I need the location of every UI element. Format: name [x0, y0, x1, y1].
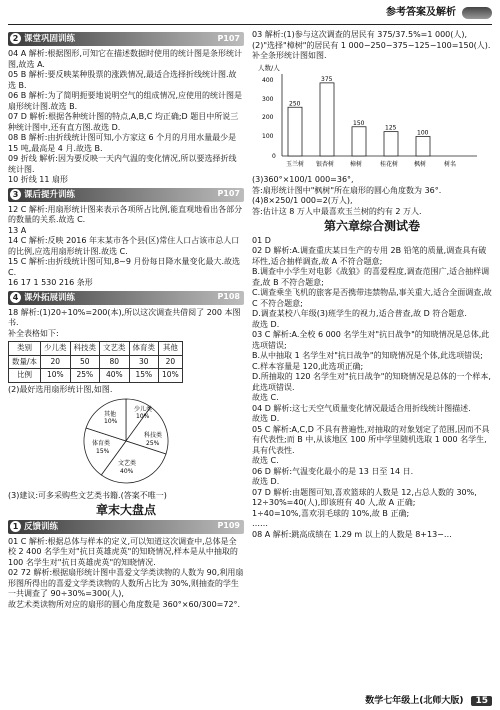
bar	[416, 136, 430, 156]
table-cell: 10%	[159, 369, 183, 383]
answer-line: B.调查中小学生对电影《战狼》的喜爱程度,调查范围广,适合抽样调查,故 B 不符合题意;	[252, 267, 490, 287]
section-page-ref: P109	[217, 521, 240, 531]
answer-line: 03 解析:(1)参与这次调查的居民有 375/37.5%=1 000(人),	[252, 30, 468, 39]
x-label: 玉兰树	[286, 160, 305, 168]
answer-line: 1÷40=10%,喜欢羽毛球的 10%,故 B 正确;	[252, 508, 410, 518]
pie-value-sports: 15%	[96, 448, 110, 455]
answer-line: 故选 D.	[252, 414, 280, 423]
table-cell: 少儿类	[41, 342, 71, 356]
bar-value-label: 150	[353, 119, 365, 127]
answer-line: ……	[252, 519, 268, 528]
answer-line: 故艺术类读物所对应的扇形的圆心角度数是 360°×60/300=72°.	[8, 599, 241, 609]
answer-line: 故选 C.	[252, 456, 279, 465]
table-header-row	[9, 342, 183, 356]
table-cell: 20	[159, 355, 183, 369]
answer-line: 15 C 解析:由折线统计图可知,8~9 月份每日降水量变化最大.故选 C.	[8, 257, 241, 277]
table-cell: 比例	[9, 369, 41, 383]
section-number: 4	[10, 292, 21, 303]
answer-line: 05 B 解析:要反映某种股票的涨跌情况,最适合选择折线统计图.故选 B.	[8, 70, 237, 90]
section-title: 课堂巩固训练	[24, 34, 76, 45]
section-after-class	[8, 188, 244, 202]
answer-line: 07 D 解析:由题图可知,喜欢篮球的人数是 12,占总人数的 30%,	[252, 487, 477, 497]
answer-line: B.从中抽取 1 名学生对"抗日战争"的知晓情况是个体,此选项错误;	[252, 351, 483, 360]
table-row	[9, 355, 183, 369]
table-cell: 体育类	[129, 342, 159, 356]
y-tick: 200	[262, 113, 274, 121]
answer-line: 答:扇形统计图中"枫树"所在扇形的圆心角度数为 36°.	[252, 185, 442, 195]
pie-value-other: 10%	[104, 418, 118, 425]
y-tick: 300	[262, 95, 274, 103]
x-label: 银杏树	[316, 160, 335, 168]
header-title: 参考答案及解析	[386, 6, 456, 18]
answer-line: 09 折线 解析:因为要反映一天内气温的变化情况,所以要选择折线统计图.	[8, 154, 237, 174]
answer-line: 故选 D.	[252, 477, 280, 486]
answer-line: 故选 C.	[252, 393, 279, 402]
answer-line: 答:估计这 8 万人中最喜欢玉兰树的约有 2 万人.	[252, 206, 422, 216]
answer-line: 12 C 解析:用扇形统计图来表示各项所占比例,能直观地看出各部分的数量的关系.故选 C.	[8, 204, 243, 224]
table-cell: 10%	[41, 369, 71, 383]
answer-line: 02 D 解析:A.调查重庆某日生产的专用 2B 铅笔的质量,调查具有破坏性,适合抽样调查,故 A 不符合题意;	[252, 246, 487, 266]
table-cell: 80	[100, 355, 130, 369]
answer-line: 14 C 解析:反映 2016 年末某市各个县(区)常住人口占该市总人口的比例,应选用扇形统计图.故选 C.	[8, 236, 240, 256]
answer-line: 补全表格如下:	[8, 328, 59, 338]
section-title: 反馈训练	[24, 521, 59, 532]
bar	[320, 82, 334, 155]
answer-line: D.调查某校八年级(3)班学生的视力,适合普查,故 D 符合题意.	[252, 309, 467, 318]
answer-line: 补全条形统计图如图.	[252, 51, 327, 60]
bar	[352, 126, 366, 155]
answer-line: 06 D 解析:气温变化最小的是 13 日至 14 日.	[252, 466, 414, 476]
data-table	[8, 341, 183, 383]
book-icon	[462, 7, 492, 19]
x-label: 桂花树	[380, 160, 399, 168]
pie-value-science: 25%	[146, 440, 160, 447]
footer-text: 数学七年级上(北师大版)	[365, 695, 464, 706]
answer-line: 07 D 解析:根据各种统计图的特点,A,B,C 均正确;D 题目中所说三种统计图中,还有直方图.故选 D.	[8, 112, 239, 132]
answer-line: C.调查乘坐飞机的旅客是否携带违禁物品,事关重大,适合全面调查,故 C 不符合题意;	[252, 288, 492, 308]
header	[386, 4, 492, 22]
table-cell: 40%	[100, 369, 130, 383]
chapter-review-title: 章末大盘点	[95, 503, 156, 517]
bar-chart	[252, 62, 492, 172]
answer-line: 04 A 解析:根据图形,可知它在描述数据时使用的统计图是条形统计图,故选 A.	[8, 49, 242, 69]
x-label: 樟树	[350, 160, 363, 168]
answer-line: 03 C 解析:A.全校 6 000 名学生对"抗日战争"的知晓情况是总体,此选项错误;	[252, 330, 490, 350]
left-column	[8, 30, 244, 610]
table-cell: 15%	[129, 369, 159, 383]
table-cell: 文艺类	[100, 342, 130, 356]
pie-value-children: 10%	[136, 413, 150, 420]
table-row	[9, 369, 183, 383]
section-title: 课后提升训练	[24, 189, 76, 200]
x-label: 枫树	[414, 160, 427, 168]
answer-line: 04 D 解析:这七天空气质量变化情况最适合用折线统计图描述.	[252, 403, 471, 413]
table-cell: 其他	[159, 342, 183, 356]
footer	[365, 696, 492, 707]
answer-line: 08 B 解析:由折线统计图可知,小方家这 6 个月的月用水量最少是 15 吨,最高是 4 月.故选 B.	[8, 133, 237, 153]
bar-value-label: 125	[385, 124, 397, 132]
table-cell: 数量/本	[9, 355, 41, 369]
bar-value-label: 100	[417, 129, 429, 136]
answer-line: 10 折线 11 扇形	[8, 175, 68, 184]
pie-label-literature: 文艺类	[118, 460, 137, 467]
y-tick: 0	[272, 152, 276, 160]
bar-chart-y-label: 人数/人	[258, 63, 280, 72]
answer-line: (2)"选择"樟树"的居民有 1 000−250−375−125−100=150(人).	[252, 40, 491, 50]
pie-label-sports: 体育类	[92, 440, 111, 447]
table-cell: 25%	[70, 369, 100, 383]
bar	[288, 107, 302, 156]
header-rule	[8, 24, 492, 25]
x-label: 树名	[444, 160, 457, 168]
section-classroom	[8, 32, 244, 46]
answer-line: 故选 D.	[252, 319, 280, 329]
answer-line: 16 17 1 530 216 条形	[8, 278, 93, 287]
answer-line: D.所抽取的 120 名学生对"抗日战争"的知晓情况是总体的一个样本,此选项错误.	[252, 372, 491, 392]
bar	[384, 131, 398, 155]
section-page-ref: P108	[217, 292, 240, 302]
answer-line: C.样本容量是 120,此选项正确;	[252, 361, 364, 371]
pie-label-other: 其他	[104, 411, 117, 418]
answer-line: (3)360°×100/1 000=36°,	[252, 175, 354, 184]
section-number: 1	[10, 521, 21, 532]
bar-value-label: 250	[289, 99, 301, 107]
answer-line: 08 A 解析:跳高成绩在 1.29 m 以上的人数是 8+13−…	[252, 529, 452, 539]
y-tick: 400	[262, 76, 274, 84]
section-page-ref: P107	[217, 189, 240, 199]
section-feedback	[8, 520, 244, 534]
answer-line: 12÷30%=40(人),即该班有 40 人,故 A 正确;	[252, 498, 416, 507]
right-column	[252, 30, 492, 540]
pie-label-science: 科技类	[144, 432, 163, 439]
bar-value-label: 375	[321, 75, 333, 83]
y-tick: 100	[262, 132, 274, 140]
table-cell: 类别	[9, 342, 41, 356]
section-number: 2	[10, 33, 21, 44]
table-cell: 科技类	[70, 342, 100, 356]
pie-value-literature: 40%	[120, 468, 134, 475]
answer-line: 05 C 解析:A,C,D 不具有普遍性,对抽取的对象划定了范围,因而不具有代表性;而 B 中,从该地区 100 所中学里随机选取 1 000 名学生,具有代表性.	[252, 424, 490, 455]
section-number: 3	[10, 189, 21, 200]
answer-line: (2)最好选用扇形统计图,如图.	[8, 384, 113, 394]
pie-chart	[8, 395, 244, 487]
section-page-ref: P107	[217, 33, 240, 43]
answer-line: (4)8×250/1 000=2(万人),	[252, 196, 353, 205]
answer-line: 06 B 解析:为了简明扼要地说明空气的组成情况,应使用的统计图是扇形统计图.故选 B.	[8, 91, 242, 111]
table-cell: 30	[129, 355, 159, 369]
answer-line: 18 解析:(1)20÷10%=200(本),所以这次调查共借阅了 200 本图书.	[8, 307, 241, 327]
table-cell: 20	[41, 355, 71, 369]
answer-line: 01 D	[252, 235, 271, 245]
answer-line: 13 A	[8, 225, 27, 235]
page-number: 15	[471, 696, 492, 707]
answer-line: 02 72 解析:根据扇形统计图中喜爱文学类读物的人数为 90,利用扇形图所得出的喜爱文学类读物的人数所占比为 30%,则抽查的学生一共调查了 90÷30%=300(人),	[8, 568, 244, 598]
section-title: 课外拓展训练	[24, 292, 76, 303]
answer-line: (3)建议:可多采购些文艺类书籍.(答案不唯一)	[8, 490, 167, 500]
test-title: 第六章综合测试卷	[323, 219, 420, 233]
table-cell: 50	[70, 355, 100, 369]
answer-line: 01 C 解析:根据总体与样本的定义,可以知道这次调查中,总体是全校 2 400 名学生对"抗日英雄虎英"的知晓情况,样本是从中抽取的 100 名学生对"抗日英雄虎英"的知晓情况.	[8, 536, 238, 567]
pie-label-children: 少儿类	[134, 406, 153, 413]
section-extension	[8, 291, 244, 305]
